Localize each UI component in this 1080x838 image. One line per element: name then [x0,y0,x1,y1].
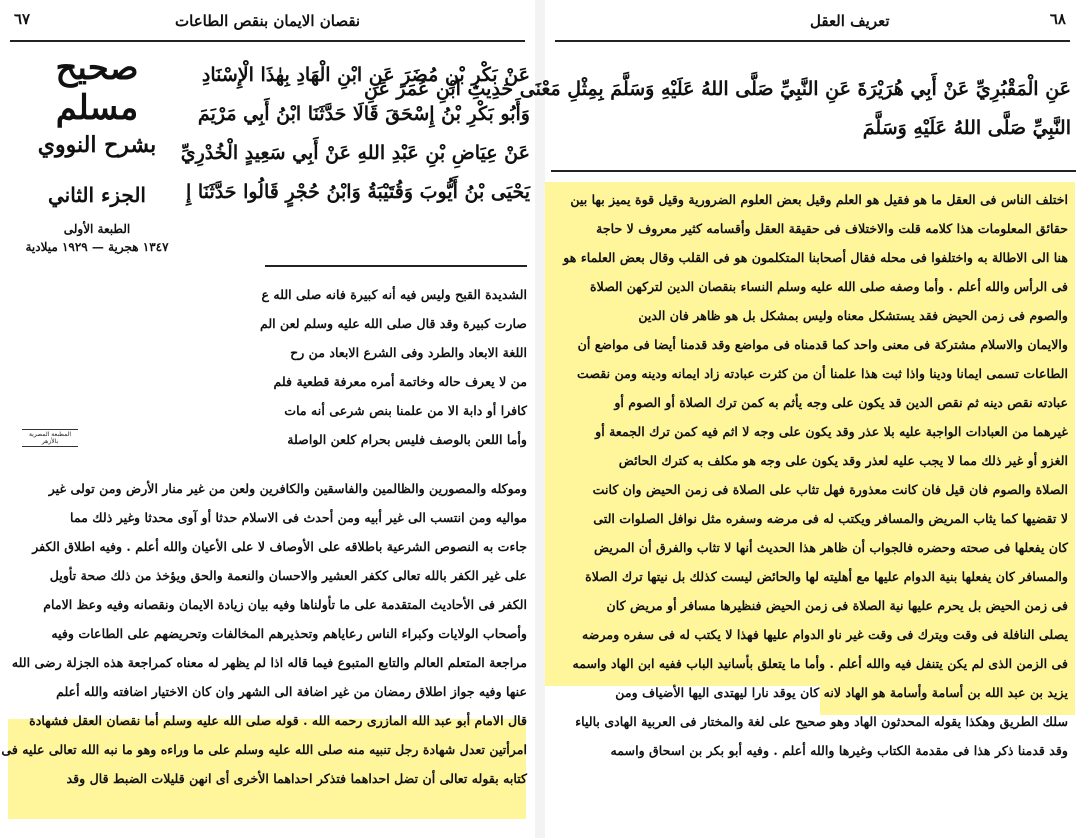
book-date: ١٣٤٧ هجرية — ١٩٢٩ ميلادية [25,240,169,254]
book-part: الجزء الثاني [48,183,146,207]
hadith-line: عَنِ الْمَقْبُرِيِّ عَنْ أَبِي هُرَيْرَةَ عَنِ النَّبِيِّ صَلَّى اللهُ عَلَيْهِ وَسَلَّمَ بِمِثْلِ مَعْنَى حَدِيثِ ابْنِ عُمَرَ عَنِ [364,78,1071,100]
library-stamp [22,428,78,448]
text-line: عنها وفيه جواز اطلاق رمضان من غير اضافة الى الشهر وان كان الاختيار اضافته والله أعلم [56,684,527,699]
highlighted-text-line: والمسافر كان يفعلها بنية الدوام عليها مع أهليته لها والحائض ليست كذلك بل نيتها ترك الصلاة [585,569,1068,584]
text-line: الشديدة القبح وليس فيه أنه كبيرة فانه صلى الله ع [261,287,527,302]
text-line: من لا يعرف حاله وخاتمة أمره معرفة قطعية فلم [273,374,527,389]
right-running-title: تعريف العقل [810,12,890,30]
left-section-rule [265,265,527,267]
text-line: مواليه ومن انتسب الى غير أبيه ومن أحدث فى الاسلام حدثا أو آوى محدثا وغير ذلك مما [70,510,527,525]
highlighted-text-line: اختلف الناس فى العقل ما هو فقيل هو العلم وقيل بعض العلوم الضرورية وقيل قوة يميز بها بين [570,192,1068,207]
left-header-rule [10,40,525,42]
highlighted-text-line: فى الرأس والله أعلم . وأما وصفه صلى الله عليه وسلم النساء بنقصان الدين لتركهن الصلاة [589,279,1068,294]
partially-highlighted-text-line: فى الزمن الذى لم يكن يتنفل فيه والله أعلم . وأما ما يتعلق بأسانيد الباب ففيه ابن الهاد واسمه [572,656,1068,671]
text-line: وأصحاب الولايات وكبراء الناس رعاياهم وتحذيرهم المخالفات وتحريضهم على الطاعات وفيه [51,626,527,641]
highlighted-text-line: لا تقضيها كما يثاب المريض والمسافر ويكتب له فى مرضه وسفره مثل نوافل الصلوات التى [593,511,1068,526]
highlighted-text-line: فى زمن الحيض بل يحرم عليها نية الصلاة فى زمن الحيض فنظيرها مسافر أو مريض كان [606,598,1068,613]
right-page-number: ٦٨ [1049,10,1066,28]
text-line: الكفر فى الأحاديث المتقدمة على ما تأولناها وفيه بيان زيادة الايمان ونقصانه وفيه وعظ الامام [43,597,527,612]
right-hadith-text [364,70,1071,148]
book-title: صحيح مسلم [55,48,139,128]
text-line: يزيد بن عبد الله بن أسامة وأسامة هو الهاد لانه كان يوقد نارا ليهتدى اليها الأضياف ومن [615,685,1068,700]
highlighted-text-line: عبادته نقص دينه ثم نقص الدين قد يكون على وجه يأثم به كمن ترك الصلاة أو الصوم أو [614,395,1068,410]
highlighted-text-line: كان يفعلها فى صحته وحضره فالجواب أن ظاهر هذا الحديث أنها لا تثاب والفرق أن المريض [594,540,1068,555]
highlighted-text-line: حقائق المعلومات هذا كلامه قلت والاختلاف فى حقيقة العقل وأقسامه كثير معروف لا حاجة [596,221,1068,236]
hadith-line: عَنْ بَكْرِ بْنِ مُضَرَ عَنِ ابْنِ الْهَادِ بِهٰذَا الْإِسْنَادِ [201,64,530,86]
book-edition: الطبعة الأولى [63,222,131,236]
stamp-text: المطبعة المصرية بالأزهر [28,431,72,445]
left-page [0,0,535,838]
text-line: وأما اللعن بالوصف فليس بحرام كلعن الواصلة [287,432,527,447]
hadith-line: يَحْيَى بْنُ أَيُّوبَ وَقُتَيْبَةُ وَابْنُ حُجْرٍ قَالُوا حَدَّثَنَا إِ [186,181,530,203]
highlighted-text-line: قال الامام أبو عبد الله المازرى رحمه الله . قوله صلى الله عليه وسلم أما نقصان العقل فشهادة [29,713,527,728]
highlighted-text-line: الصلاة والصوم فان قيل فان كانت معذورة فهل تثاب على الصلاة فى زمن الحيض وان كانت [592,482,1068,497]
text-line: جاءت به النصوص الشرعية باطلاقه على الأوصاف لا على الأعيان والله أعلم . وفيه اطلاق الكفر [32,539,527,554]
book-subtitle: بشرح النووي [37,132,157,158]
right-header-rule [555,40,1070,42]
highlighted-text-line: والصوم فى زمن الحيض فقد يستشكل معناه وليس بمشكل بل هو ظاهر فان الدين [638,308,1068,323]
text-line: كافرا أو دابة الا من علمنا بنص شرعى أنه مات [284,403,527,418]
text-line: صارت كبيرة وقد قال صلى الله عليه وسلم لعن الم [259,316,527,331]
highlighted-text-line: هنا الى الاطالة به واختلفوا فى محله فقال أصحابنا المتكلمون هو فى القلب وقال بعض العلماء هو [563,250,1068,265]
highlighted-text-line: الطاعات تسمى ايمانا ودينا واذا ثبت هذا علمنا أن من كثرت عبادته زاد ايمانه ودينه ومن نقصت [577,366,1068,381]
text-line: على غير الكفر بالله تعالى ككفر العشير والاحسان والنعمة والحق ويؤخذ من ذلك صحة تأويل [49,568,527,583]
highlighted-text-line: امرأتين تعدل شهادة رجل تنبيه منه صلى الله عليه وسلم على ما وراءه وهو ما نبه الله تعالى عليه فى [1,742,527,757]
hadith-line: النَّبِيِّ صَلَّى اللهُ عَلَيْهِ وَسَلَّمَ [862,117,1071,139]
highlighted-text-line: والايمان والاسلام مشتركة فى معنى واحد كما قدمناه فى مواضع وقد قدمنا أيضا فى مواضع أن [577,337,1068,352]
highlighted-text-line: الغزو أو غير ذلك مما لا يجب عليه لعذر وقد يكون على وجه هو مكلف به كترك الحائض [618,453,1068,468]
highlighted-text-line: يصلى النافلة فى وقت ويترك فى وقت غير ناو الدوام عليها فهذا لا يكتب له فى سفره ومرضه [582,627,1068,642]
hadith-line: وَأَبُو بَكْرِ بْنُ إِسْحَقَ قَالَا حَدَّثَنَا ابْنُ أَبِي مَرْيَمَ [197,103,530,125]
right-commentary [549,185,1071,765]
text-line: سلك الطريق وهكذا يقوله المحدثون الهاد وهو صحيح على لغة والمختار فى العربية الهادى بالياء [575,714,1068,729]
hadith-line: عَنْ عِيَاضِ بْنِ عَبْدِ اللهِ عَنْ أَبِي سَعِيدٍ الْخُدْرِيِّ [180,142,530,164]
highlighted-text-line: كتابه بقوله تعالى أن تضل احداهما فتذكر احداهما الأخرى أى انهن قليلات الضبط قال وقد [66,771,527,786]
right-page-header [555,8,1070,36]
left-commentary-upper [112,280,530,454]
book-cover-stamp [12,48,182,318]
right-section-rule [551,170,1076,172]
text-line: اللغة الابعاد والطرد وفى الشرع الابعاد من رح [290,345,527,360]
text-line: وقد قدمنا ذكر هذا فى مقدمة الكتاب وغيرها والله أعلم . وفيه أبو بكر بن اسحاق واسمه [610,743,1068,758]
book-gutter [535,0,545,838]
text-line: مراجعة المتعلم العالم والتابع المتبوع فيما قاله اذا لم يظهر له معناه كمراجعة هذه الجزلة رضى الله [11,655,527,670]
left-running-title: نقصان الايمان بنقص الطاعات [175,12,361,30]
text-line: وموكله والمصورين والظالمين والفاسقين والكافرين ولعن من غير منار الأرض ومن تولى غير [48,481,527,496]
left-commentary-lower [1,474,530,793]
left-page-header [10,8,525,36]
left-page-number: ٦٧ [14,10,31,28]
highlighted-text-line: غيرهما من العبادات الواجبة عليه بلا عذر وقد يكون على وجه لا اثم فيه كمن ترك الجمعة أو [595,424,1068,439]
